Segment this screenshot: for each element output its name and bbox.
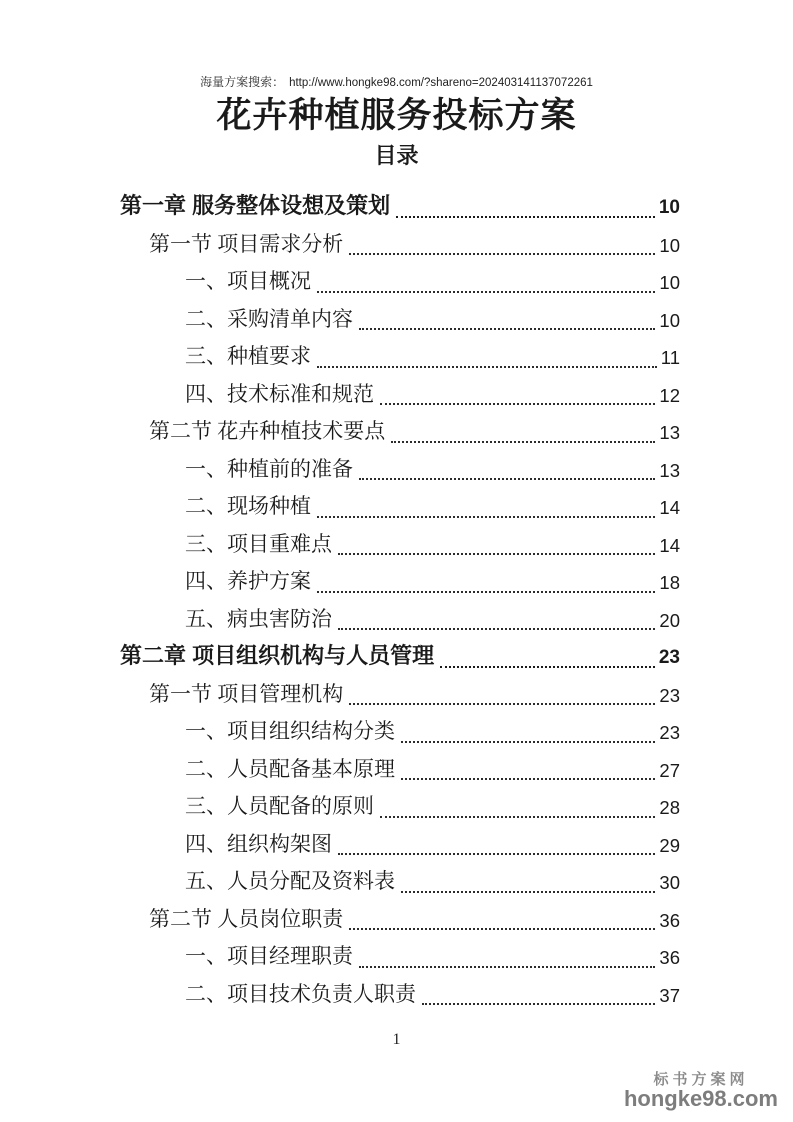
toc-entry-page: 23 bbox=[659, 684, 680, 706]
toc-entry-label: 第一章 服务整体设想及策划 bbox=[120, 193, 391, 219]
toc-entry-label: 五、病虫害防治 bbox=[185, 606, 332, 631]
toc-entry[interactable] bbox=[120, 711, 680, 749]
toc-dot-leader bbox=[317, 291, 655, 293]
toc-entry-label: 第一节 项目需求分析 bbox=[149, 231, 344, 256]
toc-entry-page: 23 bbox=[658, 646, 680, 668]
toc-dot-leader bbox=[391, 441, 655, 443]
toc-entry-page: 29 bbox=[659, 834, 680, 856]
page-number: 1 bbox=[392, 1031, 401, 1048]
toc-dot-leader bbox=[396, 216, 655, 218]
toc-entry-page: 36 bbox=[659, 947, 680, 969]
toc-entry-page: 10 bbox=[659, 272, 680, 294]
toc-entry-label: 一、项目概况 bbox=[185, 269, 311, 294]
toc-entry-page: 20 bbox=[659, 609, 680, 631]
toc-entry-label: 三、种植要求 bbox=[185, 344, 311, 369]
toc-dot-leader bbox=[401, 778, 655, 780]
toc-entry[interactable] bbox=[120, 449, 680, 487]
toc-dot-leader bbox=[349, 928, 655, 930]
toc-entry-label: 五、人员分配及资料表 bbox=[185, 869, 395, 894]
toc-dot-leader bbox=[359, 328, 655, 330]
toc-entry-label: 二、现场种植 bbox=[185, 494, 311, 519]
toc-entry-label: 二、采购清单内容 bbox=[185, 306, 353, 331]
toc-dot-leader bbox=[349, 253, 655, 255]
toc-dot-leader bbox=[422, 1003, 655, 1005]
toc-dot-leader bbox=[338, 553, 655, 555]
toc-entry[interactable] bbox=[120, 486, 680, 524]
toc-entry-page: 13 bbox=[659, 459, 680, 481]
toc-entry-label: 三、项目重难点 bbox=[185, 531, 332, 556]
toc-entry-page: 27 bbox=[659, 759, 680, 781]
toc-entry-page: 18 bbox=[659, 572, 680, 594]
toc-entry-label: 二、人员配备基本原理 bbox=[185, 756, 395, 781]
toc-entry-label: 四、养护方案 bbox=[185, 569, 311, 594]
toc-dot-leader bbox=[338, 853, 655, 855]
toc-entry[interactable] bbox=[120, 824, 680, 862]
toc-entry[interactable] bbox=[120, 861, 680, 899]
toc-list bbox=[120, 186, 680, 1011]
watermark-logo bbox=[624, 1072, 778, 1110]
toc-entry-label: 四、技术标准和规范 bbox=[185, 381, 374, 406]
toc-dot-leader bbox=[440, 666, 655, 668]
toc-entry[interactable] bbox=[120, 786, 680, 824]
watermark-domain: hongke98.com bbox=[623, 1086, 778, 1111]
toc-entry-label: 三、人员配备的原则 bbox=[185, 794, 374, 819]
toc-dot-leader bbox=[338, 628, 655, 630]
toc-dot-leader bbox=[349, 703, 655, 705]
toc-entry-page: 10 bbox=[658, 196, 680, 218]
toc-dot-leader bbox=[317, 366, 657, 368]
toc-entry-label: 第二节 人员岗位职责 bbox=[149, 906, 344, 931]
toc-entry-page: 36 bbox=[659, 909, 680, 931]
toc-entry-page: 23 bbox=[659, 722, 680, 744]
toc-entry-label: 二、项目技术负责人职责 bbox=[185, 981, 416, 1006]
toc-entry[interactable] bbox=[120, 599, 680, 637]
toc-entry[interactable] bbox=[120, 561, 680, 599]
toc-dot-leader bbox=[401, 891, 655, 893]
toc-entry[interactable] bbox=[120, 636, 680, 674]
toc-entry-label: 第二章 项目组织机构与人员管理 bbox=[120, 643, 435, 669]
toc-entry-page: 14 bbox=[659, 497, 680, 519]
toc-entry-label: 一、项目经理职责 bbox=[185, 944, 353, 969]
document-title: 花卉种植服务投标方案 bbox=[216, 96, 577, 135]
toc-entry[interactable] bbox=[120, 411, 680, 449]
toc-entry-page: 12 bbox=[659, 384, 680, 406]
toc-entry[interactable] bbox=[120, 261, 680, 299]
header-note-label: 海量方案搜索： bbox=[200, 75, 285, 89]
toc-entry-label: 一、项目组织结构分类 bbox=[185, 719, 395, 744]
toc-entry-page: 11 bbox=[660, 347, 680, 369]
toc-entry[interactable] bbox=[120, 299, 680, 337]
toc-entry[interactable] bbox=[120, 336, 680, 374]
toc-entry[interactable] bbox=[120, 374, 680, 412]
toc-entry[interactable] bbox=[120, 936, 680, 974]
toc-entry-label: 一、种植前的准备 bbox=[185, 456, 353, 481]
toc-dot-leader bbox=[359, 478, 655, 480]
toc-entry-page: 14 bbox=[659, 534, 680, 556]
watermark-site-name: 标书方案网 bbox=[653, 1071, 749, 1088]
toc-entry-label: 第二节 花卉种植技术要点 bbox=[149, 419, 386, 444]
toc-dot-leader bbox=[317, 516, 655, 518]
toc-entry-label: 第一节 项目管理机构 bbox=[149, 681, 344, 706]
toc-entry[interactable] bbox=[120, 899, 680, 937]
toc-dot-leader bbox=[401, 741, 655, 743]
toc-dot-leader bbox=[359, 966, 655, 968]
toc-entry-page: 28 bbox=[659, 797, 680, 819]
toc-dot-leader bbox=[380, 403, 655, 405]
header-note-url[interactable]: http://www.hongke98.com/?shareno=202403141137072261 bbox=[289, 77, 593, 89]
toc-dot-leader bbox=[317, 591, 655, 593]
toc-entry-page: 37 bbox=[659, 984, 680, 1006]
toc-entry[interactable] bbox=[120, 974, 680, 1012]
toc-entry-label: 四、组织构架图 bbox=[185, 831, 332, 856]
toc-entry-page: 10 bbox=[659, 234, 680, 256]
toc-dot-leader bbox=[380, 816, 655, 818]
toc-entry-page: 10 bbox=[659, 309, 680, 331]
toc-entry[interactable] bbox=[120, 674, 680, 712]
toc-entry-page: 30 bbox=[659, 872, 680, 894]
toc-heading: 目录 bbox=[374, 143, 419, 168]
toc-entry[interactable] bbox=[120, 186, 680, 224]
toc-entry[interactable] bbox=[120, 749, 680, 787]
toc-entry[interactable] bbox=[120, 224, 680, 262]
toc-entry[interactable] bbox=[120, 524, 680, 562]
toc-entry-page: 13 bbox=[659, 422, 680, 444]
